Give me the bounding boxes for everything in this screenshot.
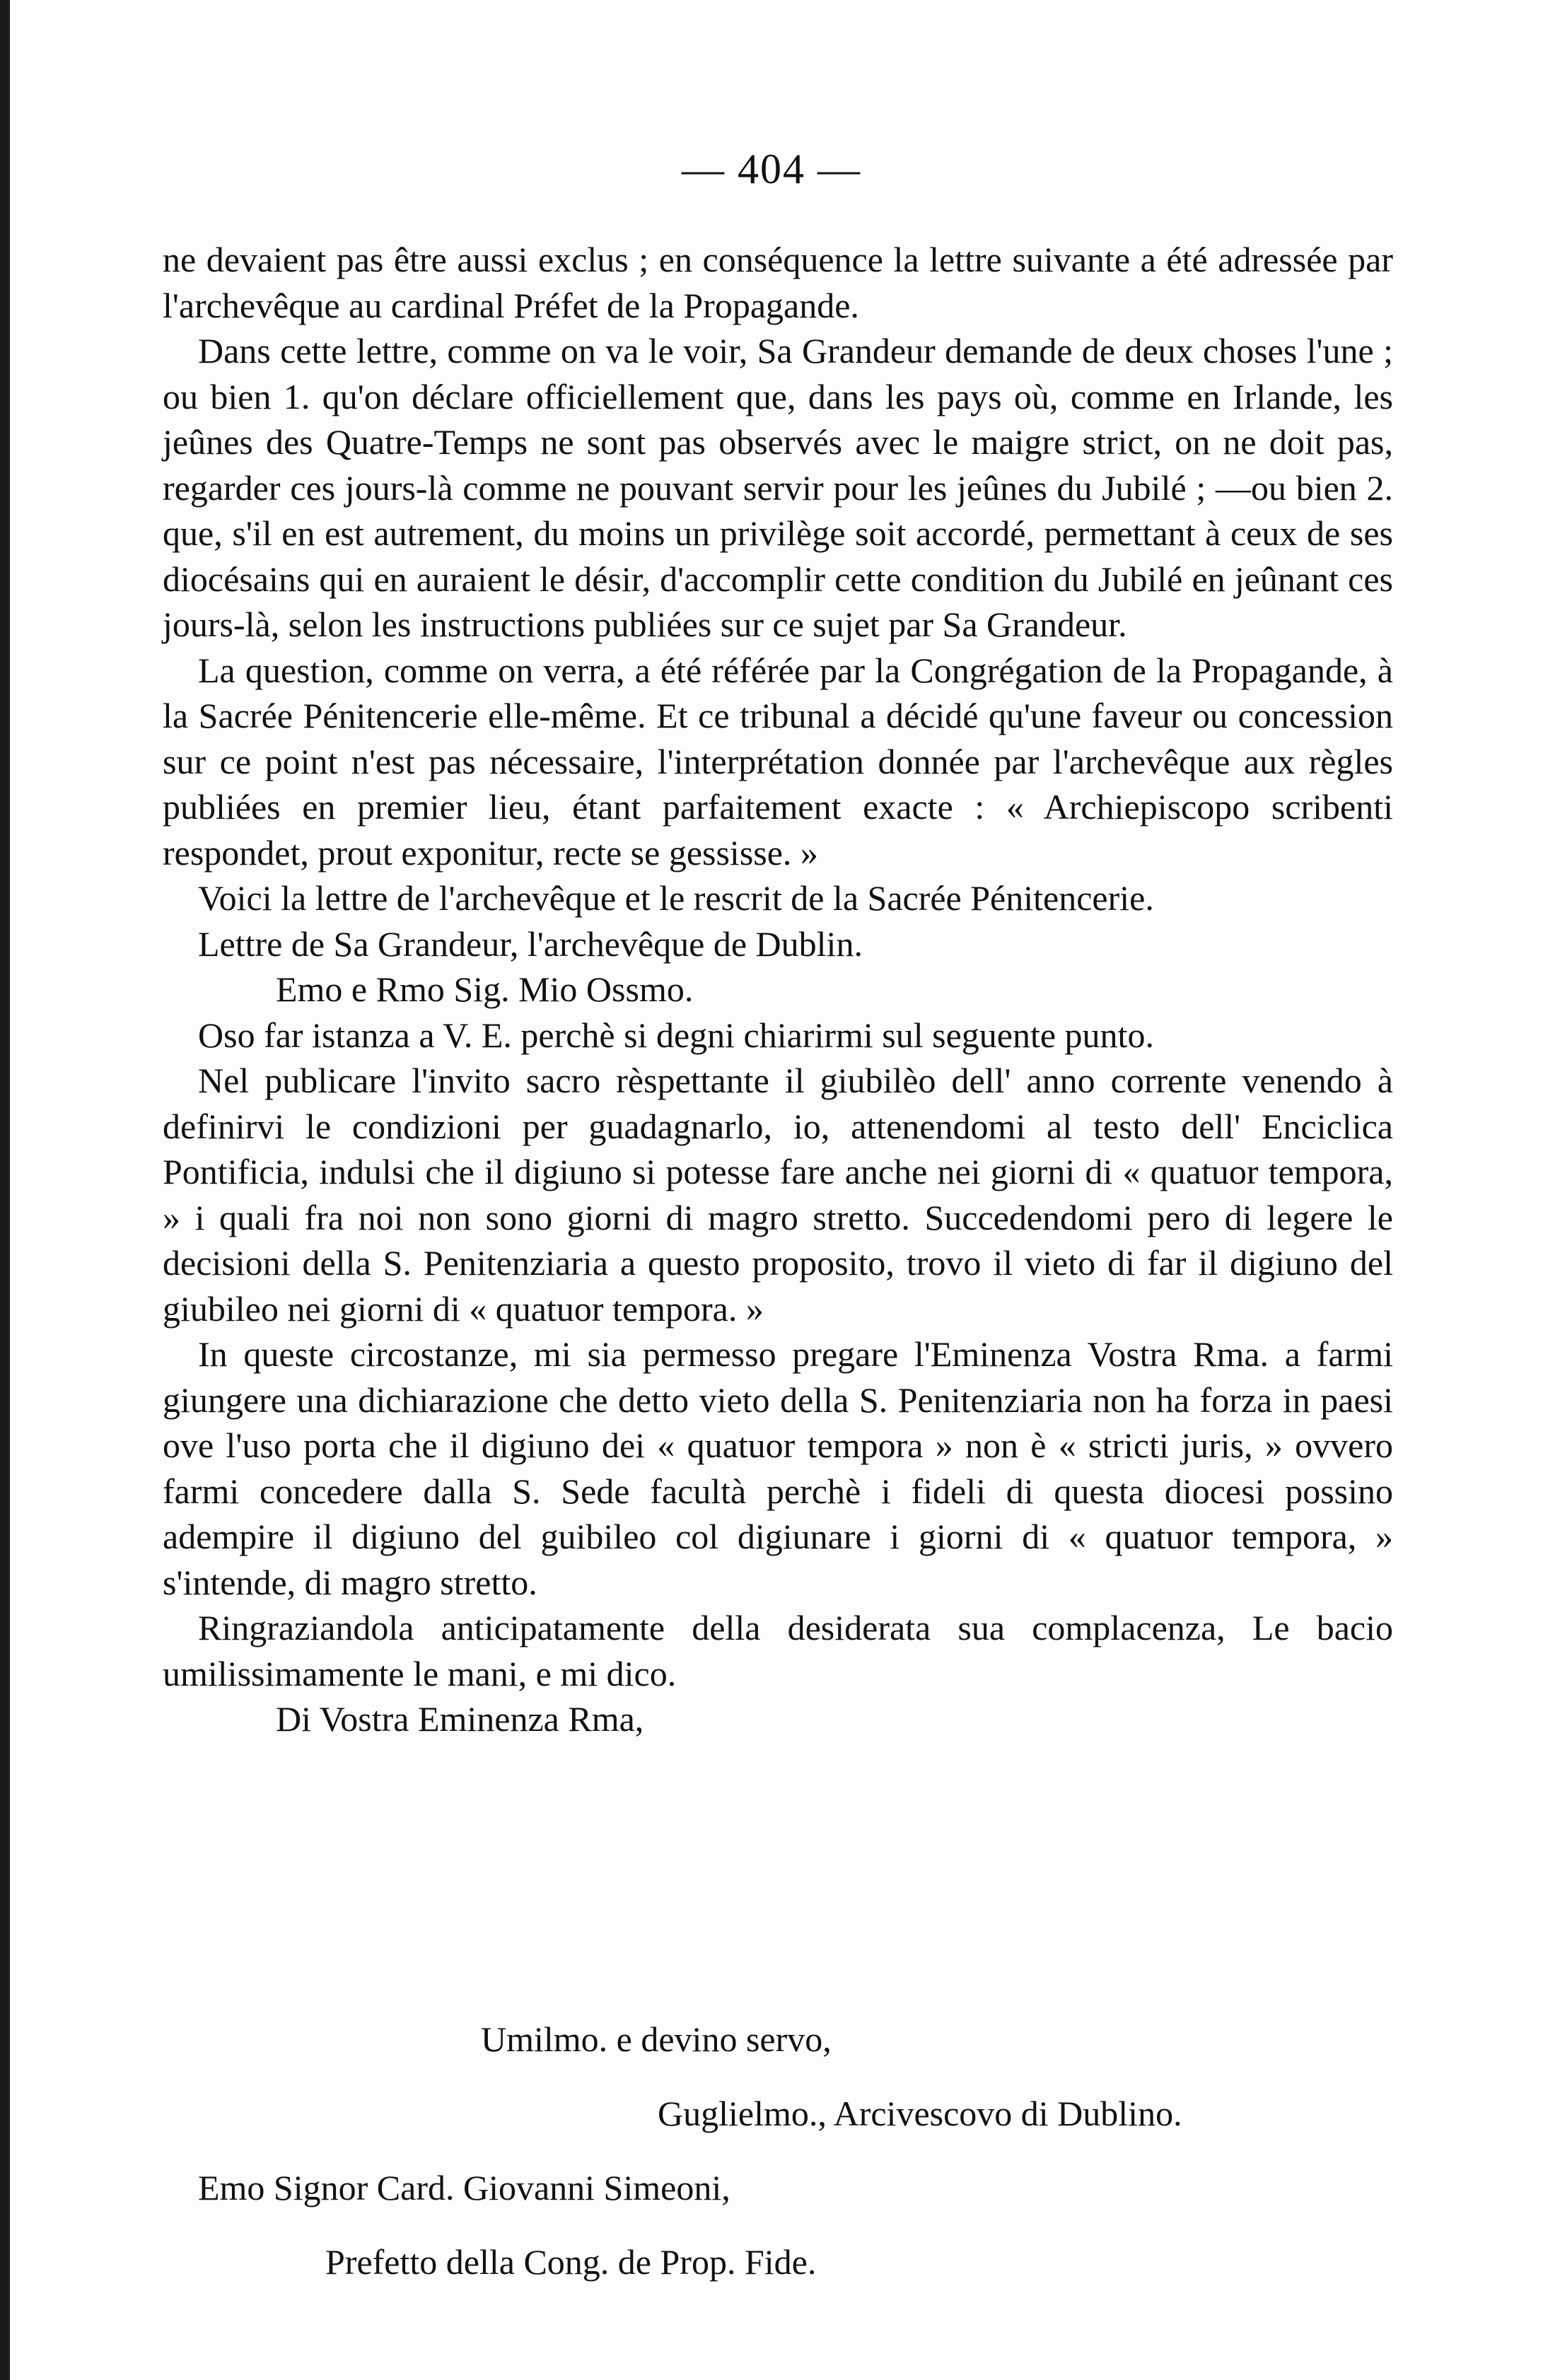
- signature-line: Umilmo. e devino servo,: [481, 2019, 832, 2059]
- addressee-line: Emo Signor Card. Giovanni Simeoni,: [198, 2168, 730, 2207]
- paragraph: La question, comme on verra, a été référée par la Congrégation de la Propagande, à la Sacrée Pénitencerie elle-même. Et ce tribunal a décidé qu'une faveur ou concession sur ce point n'est pas nécessaire, l'interprétation donnée par l'archevêque aux règles publiées en premier lieu, étant parfaitement exacte : « Archiepiscopo scribenti respondet, prout exponitur, recte se gessisse. »: [163, 650, 1393, 873]
- paragraph: Dans cette lettre, comme on va le voir, Sa Grandeur demande de deux choses l'une ; ou bien 1. qu'on déclare officiellement que, dans les pays où, comme en Irlande, les jeûnes des Quatre-Temps ne sont pas observés avec le maigre strict, on ne doit pas, regarder ces jours-là comme ne pouvant servir pour les jeûnes du Jubilé ; —ou bien 2. que, s'il en est autrement, du moins un privilège soit accordé, permettant à ceux de ses diocésains qui en auraient le désir, d'accomplir cette condition du Jubilé en jeûnant ces jours-là, selon les instructions publiées sur ce sujet par Sa Grandeur.: [163, 331, 1393, 644]
- letter-paragraph: Oso far istanza a V. E. perchè si degni chiarirmi sul seguente punto.: [198, 1015, 1154, 1055]
- paragraph: ne devaient pas être aussi exclus ; en conséquence la lettre suivante a été adressée par l'archevêque au cardinal Préfet de la Propagande.: [163, 240, 1393, 325]
- paragraph: Voici la lettre de l'archevêque et le rescrit de la Sacrée Pénitencerie.: [198, 878, 1154, 918]
- letter-closing: Di Vostra Eminenza Rma,: [276, 1699, 644, 1739]
- page-number: — 404 —: [682, 146, 861, 192]
- letter-salutation: Emo e Rmo Sig. Mio Ossmo.: [276, 969, 694, 1009]
- letter-paragraph: In queste circostanze, mi sia permesso pregare l'Eminenza Vostra Rma. a farmi giungere una dichiarazione che detto vieto della S. Penitenziaria non ha forza in paesi ove l'uso porta che il digiuno dei « quatuor tempora » non è « stricti juris, » ovvero farmi concedere dalla S. Sede facultà perchè i fideli di questa diocesi possino adempire il digiuno del guibileo col digiunare i giorni di « quatuor tempora, » s'intende, di magro stretto.: [163, 1334, 1393, 1602]
- page-edge-shadow: [0, 0, 10, 2380]
- body-text: [163, 237, 1393, 1742]
- addressee-line: Prefetto della Cong. de Prop. Fide.: [325, 2242, 817, 2282]
- signature-line: Guglielmo., Arcivescovo di Dublino.: [658, 2094, 1182, 2133]
- paragraph: Lettre de Sa Grandeur, l'archevêque de Dublin.: [198, 923, 863, 964]
- letter-paragraph: Nel publicare l'invito sacro rèspettante il giubilèo dell' anno corrente venendo à definirvi le condizioni per guadagnarlo, io, attenendomi al testo dell' Enciclica Pontificia, indulsi che il digiuno si potesse fare anche nei giorni di « quatuor tempora, » i quali fra noi non sono giorni di magro stretto. Succedendomi pero di legere le decisioni della S. Penitenziaria a questo proposito, trovo il vieto di far il digiuno del giubileo nei giorni di « quatuor tempora. »: [163, 1061, 1393, 1329]
- letter-paragraph: Ringraziandola anticipatamente della desiderata sua complacenza, Le bacio umilissimamente le mani, e mi dico.: [163, 1608, 1393, 1693]
